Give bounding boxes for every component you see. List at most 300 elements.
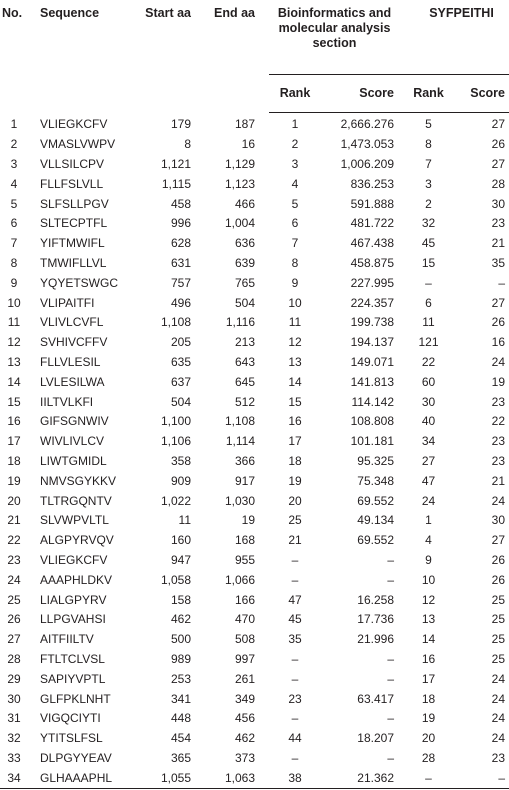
- cell-bio-score: 2,666.276: [340, 117, 394, 132]
- cell-start-aa: 454: [170, 731, 191, 746]
- cell-syf-score: 24: [491, 354, 505, 369]
- cell-syf-rank: 5: [425, 117, 432, 132]
- cell-sequence: IILTVLKFI: [40, 394, 94, 409]
- table-row: [0, 213, 509, 233]
- cell-sequence: VLLSILCPV: [40, 156, 105, 171]
- table-row: [0, 728, 509, 748]
- cell-bio-rank: 44: [288, 731, 302, 746]
- cell-end-aa: 955: [234, 552, 255, 567]
- cell-end-aa: 166: [234, 592, 255, 607]
- table-row: [0, 550, 509, 570]
- cell-sequence: YTITSLFSL: [40, 731, 103, 746]
- cell-end-aa: 470: [234, 612, 255, 627]
- cell-sequence: GLFPKLNHT: [40, 691, 111, 706]
- table-row: [0, 491, 509, 511]
- cell-sequence: NMVSGYKKV: [40, 473, 117, 488]
- cell-bio-score: –: [387, 552, 394, 567]
- cell-bio-score: –: [387, 711, 394, 726]
- cell-syf-rank: 9: [425, 552, 432, 567]
- cell-no: 22: [7, 533, 21, 548]
- cell-syf-rank: 60: [421, 374, 436, 389]
- cell-bio-rank: –: [291, 671, 299, 686]
- cell-sequence: AITFIILTV: [40, 632, 94, 647]
- cell-syf-rank: 17: [421, 671, 436, 686]
- cell-syf-score: 23: [491, 394, 505, 409]
- cell-syf-score: –: [498, 275, 505, 290]
- cell-start-aa: 358: [170, 453, 191, 468]
- cell-start-aa: 1,100: [160, 414, 191, 429]
- cell-syf-rank: 15: [421, 255, 436, 270]
- cell-syf-rank: 12: [421, 592, 436, 607]
- cell-syf-rank: 30: [421, 394, 436, 409]
- cell-no: 34: [0, 768, 34, 788]
- cell-syf-score: 27: [491, 156, 505, 171]
- cell-no: 15: [7, 394, 21, 409]
- cell-bio-rank: –: [291, 572, 299, 587]
- cell-start-aa: 631: [170, 255, 191, 270]
- cell-bio-score: 21.996: [357, 632, 394, 647]
- cell-start-aa: 365: [170, 750, 191, 765]
- cell-syf-score: 19: [491, 374, 505, 389]
- cell-start-aa: 1,106: [160, 434, 191, 449]
- cell-end-aa: 997: [234, 651, 255, 666]
- cell-syf-score: 24: [491, 493, 505, 508]
- cell-no: 16: [7, 414, 21, 429]
- cell-syf-score: 23: [491, 216, 505, 231]
- cell-bio-score: 481.722: [350, 216, 394, 231]
- cell-no: 7: [10, 236, 18, 251]
- cell-end-aa: 1,004: [224, 216, 255, 231]
- cell-end-aa: 1,129: [224, 156, 255, 171]
- cell-bio-rank: 25: [288, 513, 302, 528]
- cell-bio-score: 194.137: [350, 335, 394, 350]
- cell-no: 1: [10, 117, 18, 132]
- cell-syf-score: 25: [491, 592, 505, 607]
- cell-no: 25: [7, 592, 21, 607]
- cell-syf-rank: 13: [421, 612, 436, 627]
- cell-end-aa: 1,066: [224, 572, 255, 587]
- cell-bio-score: 227.995: [350, 275, 394, 290]
- cell-no: 8: [10, 255, 18, 270]
- cell-sequence: VIGQCIYTI: [40, 711, 101, 726]
- cell-syf-score: 24: [491, 711, 505, 726]
- cell-sequence: YIFTMWIFL: [40, 236, 105, 251]
- cell-end-aa: 1,116: [225, 315, 255, 330]
- cell-bio-score: –: [387, 651, 394, 666]
- cell-start-aa: 448: [170, 711, 191, 726]
- cell-end-aa: 168: [234, 533, 255, 548]
- cell-no: 2: [10, 137, 18, 152]
- cell-bio-rank: 5: [291, 196, 299, 211]
- cell-end-aa: 636: [234, 236, 255, 251]
- cell-sequence: SAPIYVPTL: [40, 671, 106, 686]
- cell-sequence: FTLTCLVSL: [40, 651, 105, 666]
- cell-syf-score: 27: [491, 295, 505, 310]
- table-row: [0, 669, 509, 689]
- header-score-syf: Score: [457, 74, 509, 112]
- cell-start-aa: 1,058: [160, 572, 191, 587]
- cell-end-aa: 1,030: [224, 493, 255, 508]
- cell-bio-rank: 11: [288, 315, 302, 330]
- cell-sequence: WIVLIVLCV: [40, 434, 105, 449]
- cell-sequence: VLIVLCVFL: [40, 315, 104, 330]
- cell-bio-score: 1,473.053: [340, 137, 394, 152]
- table-row: [0, 689, 509, 709]
- cell-sequence: VLIEGKCFV: [40, 117, 108, 132]
- cell-sequence: SVHIVCFFV: [40, 335, 108, 350]
- cell-syf-rank: 40: [421, 414, 436, 429]
- header-end-aa: End aa: [214, 6, 255, 20]
- cell-bio-rank: 10: [288, 295, 302, 310]
- cell-no: 26: [7, 612, 21, 627]
- cell-end-aa: 645: [234, 374, 255, 389]
- table-row: [0, 273, 509, 293]
- cell-bio-score: 467.438: [350, 236, 394, 251]
- cell-syf-score: 21: [491, 473, 505, 488]
- cell-bio-score: 69.552: [357, 493, 394, 508]
- cell-syf-score: 35: [491, 255, 505, 270]
- cell-sequence: FLLVLESIL: [40, 354, 101, 369]
- table-row: [0, 530, 509, 550]
- cell-start-aa: 1,022: [160, 493, 191, 508]
- cell-syf-rank: 32: [421, 216, 436, 231]
- cell-syf-rank: 19: [421, 711, 436, 726]
- cell-end-aa: 261: [234, 671, 255, 686]
- cell-syf-rank: 28: [421, 750, 436, 765]
- cell-sequence: LVLESILWA: [40, 374, 105, 389]
- cell-sequence: ALGPYRVQV: [40, 533, 114, 548]
- table-row: [0, 112, 509, 134]
- table-row: [0, 352, 509, 372]
- cell-sequence: SLVWPVLTL: [40, 513, 109, 528]
- cell-start-aa: 458: [170, 196, 191, 211]
- cell-no: 13: [7, 354, 21, 369]
- header-no: No.: [2, 6, 23, 20]
- cell-start-aa: 637: [170, 374, 191, 389]
- cell-no: 6: [10, 216, 18, 231]
- cell-sequence: LLPGVAHSI: [40, 612, 106, 627]
- cell-syf-rank: 2: [425, 196, 432, 211]
- cell-bio-score: 69.552: [357, 533, 394, 548]
- cell-end-aa: 456: [234, 711, 255, 726]
- cell-no: 19: [7, 473, 21, 488]
- table-row: [0, 570, 509, 590]
- cell-sequence: SLFSLLPGV: [40, 196, 109, 211]
- cell-no: 21: [7, 513, 21, 528]
- cell-bio-rank: 9: [291, 275, 299, 290]
- cell-bio-score: –: [387, 572, 394, 587]
- cell-syf-rank: 27: [421, 453, 436, 468]
- cell-syf-score: 30: [491, 196, 505, 211]
- cell-bio-score: –: [387, 671, 394, 686]
- cell-bio-score: –: [387, 750, 394, 765]
- cell-syf-score: 16: [491, 335, 505, 350]
- cell-bio-rank: 21: [288, 533, 302, 548]
- cell-sequence: VLIPAITFI: [40, 295, 95, 310]
- cell-sequence: GLHAAAPHL: [34, 768, 130, 788]
- cell-bio-rank: 2: [291, 137, 299, 152]
- cell-bio-rank: –: [291, 651, 299, 666]
- cell-end-aa: 349: [234, 691, 255, 706]
- cell-syf-score: 30: [491, 513, 505, 528]
- table-row: [0, 748, 509, 768]
- cell-no: 27: [7, 632, 21, 647]
- table-row: [0, 312, 509, 332]
- cell-bio-score: 199.738: [350, 315, 394, 330]
- cell-bio-score: 1,006.209: [340, 156, 394, 171]
- table-row: [0, 590, 509, 610]
- cell-bio-rank: 6: [291, 216, 299, 231]
- cell-syf-rank: 14: [421, 632, 436, 647]
- table-header: [0, 0, 509, 112]
- table-row: [0, 253, 509, 273]
- header-start-aa: Start aa: [145, 6, 191, 20]
- cell-end-aa: 1,123: [224, 176, 255, 191]
- cell-syf-rank: 121: [418, 335, 439, 350]
- cell-no: 28: [7, 651, 21, 666]
- cell-start-aa: 496: [170, 295, 191, 310]
- cell-bio-rank: –: [291, 552, 299, 567]
- cell-syf-score: 27: [491, 117, 505, 132]
- header-syfpeithi: SYFPEITHI: [400, 0, 509, 74]
- cell-syf-rank: 18: [421, 691, 436, 706]
- cell-sequence: YQYETSWGC: [40, 275, 119, 290]
- cell-no: 3: [10, 156, 18, 171]
- cell-syf-rank: 11: [422, 315, 435, 330]
- cell-sequence: LIWTGMIDL: [40, 453, 107, 468]
- table-row: [0, 431, 509, 451]
- cell-sequence: SLTECPTFL: [40, 216, 108, 231]
- cell-start-aa: 341: [170, 691, 191, 706]
- cell-bio-score: 141.813: [350, 374, 394, 389]
- cell-bio-rank: 18: [288, 453, 302, 468]
- cell-start-aa: 1,115: [161, 176, 191, 191]
- cell-sequence: VMASLVWPV: [40, 137, 116, 152]
- cell-syf-rank: 24: [421, 493, 436, 508]
- cell-end-aa: 366: [234, 453, 255, 468]
- cell-no: 11: [7, 315, 21, 330]
- cell-bio-score: 63.417: [357, 691, 394, 706]
- cell-start-aa: 462: [170, 612, 191, 627]
- table-row: [0, 372, 509, 392]
- cell-syf-score: 26: [491, 137, 505, 152]
- cell-syf-rank: –: [425, 275, 432, 290]
- table-row: [0, 154, 509, 174]
- cell-bio-rank: 15: [288, 394, 302, 409]
- cell-start-aa: 1,121: [160, 156, 191, 171]
- cell-no: 29: [7, 671, 21, 686]
- cell-bio-rank: 7: [291, 236, 299, 251]
- cell-bio-score: 224.357: [350, 295, 394, 310]
- cell-end-aa: 1,114: [225, 434, 255, 449]
- cell-syf-score: 22: [491, 414, 505, 429]
- cell-bio-rank: 45: [288, 612, 302, 627]
- cell-bio-rank: 8: [291, 255, 299, 270]
- cell-end-aa: 639: [234, 255, 255, 270]
- cell-syf-rank: 6: [425, 295, 432, 310]
- cell-bio-rank: 13: [288, 354, 302, 369]
- table-row: [0, 233, 509, 253]
- cell-sequence: AAAPHLDKV: [40, 572, 113, 587]
- cell-no: 14: [7, 374, 21, 389]
- cell-start-aa: 1,108: [160, 315, 191, 330]
- cell-syf-score: 24: [491, 691, 505, 706]
- cell-syf-score: 26: [491, 572, 505, 587]
- table-row: [0, 708, 509, 728]
- header-score-bio: Score: [327, 74, 400, 112]
- table-row: [0, 510, 509, 530]
- cell-start-aa: 8: [184, 137, 191, 152]
- cell-sequence: DLPGYYEAV: [40, 750, 112, 765]
- cell-end-aa: 213: [234, 335, 255, 350]
- cell-bio-rank: 35: [288, 632, 302, 647]
- cell-no: 18: [7, 453, 21, 468]
- cell-syf-rank: 16: [421, 651, 436, 666]
- cell-bio-score: 458.875: [350, 255, 394, 270]
- header-rank-bio: Rank: [269, 74, 327, 112]
- cell-bio-score: 75.348: [357, 473, 394, 488]
- cell-sequence: GIFSGNWIV: [40, 414, 109, 429]
- cell-start-aa: 996: [170, 216, 191, 231]
- cell-no: 17: [7, 434, 21, 449]
- cell-bio-score: 114.142: [351, 394, 394, 409]
- table-row: [0, 411, 509, 431]
- table-body: [0, 112, 509, 788]
- cell-sequence: FLLFSLVLL: [40, 176, 104, 191]
- cell-syf-score: 24: [491, 731, 505, 746]
- header-row-main: [0, 0, 509, 74]
- cell-syf-score: 23: [491, 434, 505, 449]
- cell-end-aa: 1,063: [201, 768, 269, 788]
- cell-bio-rank: 12: [288, 335, 302, 350]
- cell-syf-score: 27: [491, 533, 505, 548]
- cell-syf-score: 26: [491, 315, 505, 330]
- table-row: [0, 174, 509, 194]
- cell-bio-score: 149.071: [350, 354, 394, 369]
- cell-start-aa: 757: [170, 275, 191, 290]
- cell-syf-rank: 1: [425, 513, 432, 528]
- cell-end-aa: 373: [234, 750, 255, 765]
- cell-syf-rank: 4: [425, 533, 432, 548]
- cell-bio-score: 95.325: [357, 453, 394, 468]
- cell-no: 32: [7, 731, 21, 746]
- cell-bio-rank: 4: [291, 176, 299, 191]
- cell-no: 12: [7, 335, 21, 350]
- cell-start-aa: 909: [170, 473, 191, 488]
- cell-bio-rank: 20: [288, 493, 302, 508]
- cell-bio-rank: 19: [288, 473, 302, 488]
- cell-syf-score: 28: [491, 176, 505, 191]
- cell-start-aa: 635: [170, 354, 191, 369]
- cell-bio-score: 17.736: [357, 612, 394, 627]
- cell-syf-rank: 45: [421, 236, 436, 251]
- cell-bio-score: 16.258: [357, 592, 394, 607]
- cell-syf-rank: 22: [421, 354, 436, 369]
- cell-bio-rank: 16: [288, 414, 302, 429]
- table-row: [0, 293, 509, 313]
- cell-syf-score: 21: [491, 236, 505, 251]
- cell-syf-score: 25: [491, 651, 505, 666]
- cell-sequence: TMWIFLLVL: [40, 255, 107, 270]
- cell-bio-score: 591.888: [350, 196, 394, 211]
- cell-syf-rank: 20: [421, 731, 436, 746]
- header-sequence: Sequence: [40, 6, 100, 20]
- cell-start-aa: 947: [170, 552, 191, 567]
- cell-end-aa: 462: [234, 731, 255, 746]
- cell-start-aa: 205: [170, 335, 191, 350]
- cell-syf-score: 23: [491, 453, 505, 468]
- cell-bio-score: 108.808: [350, 414, 394, 429]
- table-row: [0, 332, 509, 352]
- table-row: [0, 471, 509, 491]
- cell-bio-score: 101.181: [350, 434, 394, 449]
- header-bioinformatics: Bioinformatics and molecular analysis section: [269, 0, 400, 74]
- table-row: [0, 649, 509, 669]
- cell-bio-rank: –: [291, 750, 299, 765]
- cell-no: 33: [7, 750, 21, 765]
- cell-syf-rank: 10: [421, 572, 436, 587]
- cell-end-aa: 643: [234, 354, 255, 369]
- cell-bio-rank: 3: [291, 156, 299, 171]
- table-row: [0, 629, 509, 649]
- cell-syf-score: –: [457, 768, 509, 788]
- cell-syf-score: 25: [491, 612, 505, 627]
- cell-end-aa: 512: [234, 394, 255, 409]
- cell-syf-rank: 8: [425, 137, 432, 152]
- cell-no: 9: [10, 275, 18, 290]
- cell-start-aa: 158: [170, 592, 191, 607]
- cell-start-aa: 179: [170, 117, 191, 132]
- cell-end-aa: 508: [234, 632, 255, 647]
- cell-bio-score: 836.253: [350, 176, 394, 191]
- cell-end-aa: 19: [241, 513, 255, 528]
- table-row: [0, 392, 509, 412]
- cell-no: 30: [7, 691, 21, 706]
- cell-syf-rank: 3: [425, 176, 432, 191]
- cell-syf-rank: 34: [421, 434, 436, 449]
- cell-start-aa: 504: [170, 394, 191, 409]
- cell-start-aa: 11: [178, 513, 191, 528]
- cell-start-aa: 1,055: [130, 768, 201, 788]
- cell-bio-rank: 14: [288, 374, 302, 389]
- cell-syf-score: 23: [491, 750, 505, 765]
- cell-start-aa: 500: [170, 632, 191, 647]
- table-row: [0, 134, 509, 154]
- cell-no: 10: [7, 295, 21, 310]
- cell-end-aa: 16: [241, 137, 255, 152]
- cell-sequence: TLTRGQNTV: [40, 493, 112, 508]
- cell-no: 31: [7, 711, 21, 726]
- cell-syf-rank: 47: [421, 473, 436, 488]
- cell-syf-score: 25: [491, 632, 505, 647]
- cell-end-aa: 917: [234, 473, 255, 488]
- cell-bio-rank: 47: [288, 592, 302, 607]
- cell-no: 4: [10, 176, 18, 191]
- table-row: [0, 194, 509, 214]
- cell-bio-rank: 1: [291, 117, 299, 132]
- cell-bio-rank: 38: [269, 768, 327, 788]
- cell-syf-score: 26: [491, 552, 505, 567]
- cell-bio-rank: –: [291, 711, 299, 726]
- cell-sequence: VLIEGKCFV: [40, 552, 108, 567]
- cell-start-aa: 253: [170, 671, 191, 686]
- cell-end-aa: 187: [234, 117, 255, 132]
- cell-start-aa: 628: [170, 236, 191, 251]
- cell-no: 20: [7, 493, 21, 508]
- cell-no: 23: [7, 552, 21, 567]
- cell-bio-score: 18.207: [357, 731, 394, 746]
- cell-syf-rank: –: [400, 768, 457, 788]
